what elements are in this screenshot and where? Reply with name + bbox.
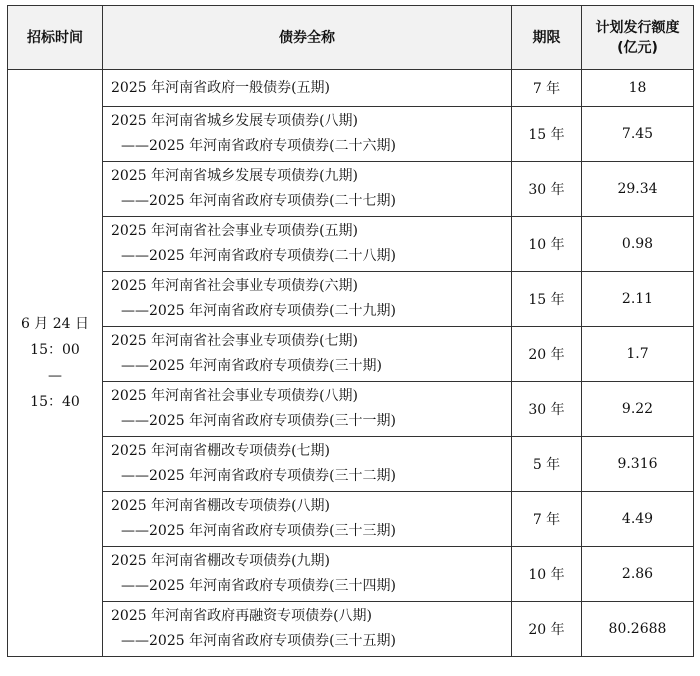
header-term: 期限 (512, 6, 582, 70)
bond-name-line1: 2025 年河南省城乡发展专项债券(八期) (111, 113, 359, 129)
bond-name-line1: 2025 年河南省棚改专项债券(八期) (111, 498, 331, 514)
header-name: 债券全称 (103, 6, 512, 70)
table-row (8, 327, 694, 382)
bond-name (103, 437, 512, 492)
bond-term: 20 年 (512, 327, 582, 382)
bond-amount: 2.11 (582, 272, 694, 327)
bond-amount: 80.2688 (582, 602, 694, 657)
table-row (8, 602, 694, 657)
bond-term: 20 年 (512, 602, 582, 657)
bond-amount: 29.34 (582, 162, 694, 217)
bond-term: 10 年 (512, 547, 582, 602)
bond-amount: 9.316 (582, 437, 694, 492)
bond-name-line1: 2025 年河南省社会事业专项债券(五期) (111, 223, 359, 239)
bond-name-line2: ——2025 年河南省政府专项债券(三十二期) (121, 468, 397, 484)
header-amount-line2: (亿元) (617, 39, 658, 56)
bond-term: 30 年 (512, 382, 582, 437)
bond-name (103, 327, 512, 382)
bond-name-line1: 2025 年河南省棚改专项债券(七期) (111, 443, 331, 459)
bond-name-line2: ——2025 年河南省政府专项债券(三十四期) (121, 578, 397, 594)
bond-name (103, 162, 512, 217)
bond-name (103, 382, 512, 437)
bond-name (103, 107, 512, 162)
bond-term: 30 年 (512, 162, 582, 217)
bond-amount: 18 (582, 70, 694, 107)
table-row (8, 382, 694, 437)
bond-name (103, 602, 512, 657)
tender-dash: — (48, 368, 62, 384)
bond-name-line2: ——2025 年河南省政府专项债券(三十五期) (121, 633, 397, 649)
bond-name (103, 70, 512, 107)
table-row (8, 217, 694, 272)
bond-name-line2: ——2025 年河南省政府专项债券(二十六期) (121, 138, 397, 154)
bond-name-line2: ——2025 年河南省政府专项债券(二十九期) (121, 303, 397, 319)
bond-amount: 0.98 (582, 217, 694, 272)
bond-term: 7 年 (512, 70, 582, 107)
bond-term: 5 年 (512, 437, 582, 492)
bond-name-line2: ——2025 年河南省政府专项债券(二十八期) (121, 248, 397, 264)
bond-amount: 7.45 (582, 107, 694, 162)
bond-amount: 2.86 (582, 547, 694, 602)
header-row (8, 6, 694, 70)
bond-name-line1: 2025 年河南省城乡发展专项债券(九期) (111, 168, 359, 184)
table-row (8, 107, 694, 162)
header-amount (582, 6, 694, 70)
header-time: 招标时间 (8, 6, 103, 70)
bond-name-line2: ——2025 年河南省政府专项债券(三十一期) (121, 413, 397, 429)
table-row (8, 70, 694, 107)
bond-schedule-table (7, 5, 694, 657)
tender-start: 15：00 (30, 342, 80, 358)
bond-term: 15 年 (512, 107, 582, 162)
tender-date: 6 月 24 日 (20, 316, 90, 332)
bond-name-line1: 2025 年河南省社会事业专项债券(八期) (111, 388, 359, 404)
table-row (8, 492, 694, 547)
bond-name-line1: 2025 年河南省政府再融资专项债券(八期) (111, 608, 373, 624)
bond-term: 10 年 (512, 217, 582, 272)
bond-amount: 4.49 (582, 492, 694, 547)
bond-name (103, 217, 512, 272)
bond-amount: 9.22 (582, 382, 694, 437)
tender-end: 15：40 (30, 394, 80, 410)
bond-name-line1: 2025 年河南省社会事业专项债券(七期) (111, 333, 359, 349)
bond-amount: 1.7 (582, 327, 694, 382)
bond-name-line2: ——2025 年河南省政府专项债券(三十期) (121, 358, 383, 374)
table-row (8, 162, 694, 217)
table-row (8, 437, 694, 492)
tender-time-cell (8, 70, 103, 657)
bond-term: 15 年 (512, 272, 582, 327)
bond-name-line1: 2025 年河南省棚改专项债券(九期) (111, 553, 331, 569)
table-row (8, 272, 694, 327)
header-amount-line1: 计划发行额度 (595, 19, 680, 36)
bond-name (103, 547, 512, 602)
bond-name (103, 492, 512, 547)
bond-name-line2: ——2025 年河南省政府专项债券(三十三期) (121, 523, 397, 539)
bond-term: 7 年 (512, 492, 582, 547)
bond-name-line1: 2025 年河南省政府一般债券(五期) (111, 79, 331, 96)
bond-name (103, 272, 512, 327)
bond-name-line2: ——2025 年河南省政府专项债券(二十七期) (121, 193, 397, 209)
table-row (8, 547, 694, 602)
bond-name-line1: 2025 年河南省社会事业专项债券(六期) (111, 278, 359, 294)
